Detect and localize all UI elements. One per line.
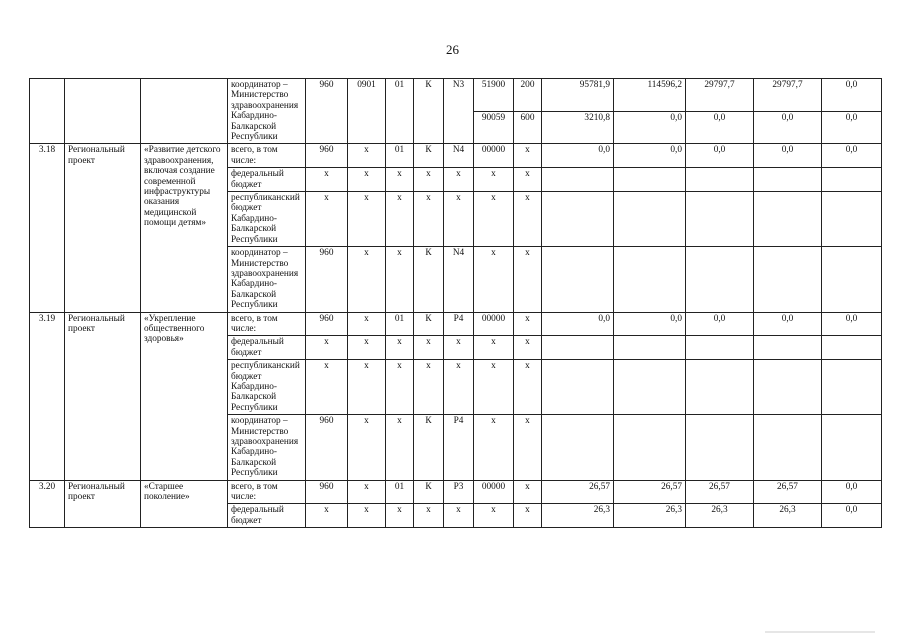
amount-cell: 26,57 [686, 480, 754, 504]
code-cell: 00000 [474, 312, 514, 336]
code-cell: 01 [386, 312, 414, 336]
code-cell: х [514, 360, 542, 415]
amount-cell: 26,3 [542, 504, 614, 528]
code-cell: 01 [386, 480, 414, 504]
amount-cell: 0,0 [686, 144, 754, 168]
amount-cell: 0,0 [754, 111, 822, 144]
code-cell: 90059 [474, 111, 514, 144]
line-label: координатор – Министерство здравоохранения Кабардино-Балкарской Республики [228, 415, 306, 480]
code-cell: х [386, 247, 414, 312]
budget-table [29, 78, 882, 528]
amount-cell [614, 247, 686, 312]
code-cell: х [348, 312, 386, 336]
code-cell: 600 [514, 111, 542, 144]
amount-cell [686, 336, 754, 360]
amount-cell [614, 360, 686, 415]
code-cell: х [474, 168, 514, 192]
code-cell: 960 [306, 312, 348, 336]
code-cell: К [414, 79, 444, 144]
code-cell: К [414, 247, 444, 312]
amount-cell: 0,0 [822, 111, 882, 144]
code-cell: х [444, 504, 474, 528]
amount-cell: 26,3 [754, 504, 822, 528]
amount-cell: 26,3 [614, 504, 686, 528]
code-cell: 960 [306, 79, 348, 144]
footer-mark [765, 631, 875, 633]
code-cell: х [514, 144, 542, 168]
table-row [30, 480, 882, 504]
code-cell: К [414, 312, 444, 336]
amount-cell [542, 192, 614, 247]
table-body [30, 79, 882, 528]
code-cell: N3 [444, 79, 474, 144]
amount-cell [686, 192, 754, 247]
code-cell: х [474, 192, 514, 247]
code-cell: х [514, 336, 542, 360]
code-cell: х [414, 360, 444, 415]
code-cell: х [514, 192, 542, 247]
code-cell: 01 [386, 144, 414, 168]
row-number: 3.18 [30, 144, 65, 312]
code-cell: х [306, 504, 348, 528]
amount-cell: 0,0 [614, 111, 686, 144]
line-label: координатор – Министерство здравоохранения Кабардино-Балкарской Республики [228, 79, 306, 144]
amount-cell: 29797,7 [754, 79, 822, 112]
amount-cell [542, 247, 614, 312]
code-cell: х [386, 336, 414, 360]
amount-cell: 26,57 [542, 480, 614, 504]
amount-cell: 114596,2 [614, 79, 686, 112]
code-cell: 960 [306, 480, 348, 504]
code-cell: х [386, 360, 414, 415]
line-label: всего, в том числе: [228, 312, 306, 336]
amount-cell [754, 336, 822, 360]
code-cell: К [414, 144, 444, 168]
code-cell: х [348, 192, 386, 247]
amount-cell: 29797,7 [686, 79, 754, 112]
amount-cell [686, 247, 754, 312]
amount-cell [822, 336, 882, 360]
page-number: 26 [446, 42, 459, 57]
code-cell: х [474, 247, 514, 312]
amount-cell: 0,0 [542, 312, 614, 336]
code-cell: 200 [514, 79, 542, 112]
amount-cell [614, 336, 686, 360]
code-cell: х [306, 192, 348, 247]
row-name: «Старшее поколение» [141, 480, 228, 528]
amount-cell: 0,0 [686, 111, 754, 144]
amount-cell: 0,0 [614, 312, 686, 336]
code-cell: К [414, 415, 444, 480]
code-cell: х [514, 415, 542, 480]
amount-cell [614, 415, 686, 480]
code-cell: 960 [306, 247, 348, 312]
line-label: республиканский бюджет Кабардино-Балкарской Республики [228, 360, 306, 415]
row-kind: Региональный проект [65, 144, 141, 312]
line-label: федеральный бюджет [228, 168, 306, 192]
code-cell: х [514, 504, 542, 528]
amount-cell: 0,0 [822, 144, 882, 168]
code-cell: 960 [306, 415, 348, 480]
row-number: 3.19 [30, 312, 65, 480]
amount-cell [542, 360, 614, 415]
row-name: «Развитие детского здравоохранения, включая создание современной инфраструктуры оказания медицинской помощи детям» [141, 144, 228, 312]
amount-cell: 0,0 [822, 480, 882, 504]
code-cell: х [386, 415, 414, 480]
code-cell: 960 [306, 144, 348, 168]
amount-cell [822, 360, 882, 415]
code-cell: К [414, 480, 444, 504]
code-cell: х [348, 504, 386, 528]
row-name [141, 79, 228, 144]
code-cell: х [348, 336, 386, 360]
code-cell: 51900 [474, 79, 514, 112]
table-row [30, 312, 882, 336]
row-number [30, 79, 65, 144]
line-label: всего, в том числе: [228, 480, 306, 504]
table-row [30, 144, 882, 168]
code-cell: х [414, 168, 444, 192]
code-cell: х [514, 247, 542, 312]
code-cell: 00000 [474, 144, 514, 168]
amount-cell: 0,0 [822, 79, 882, 112]
code-cell: 0901 [348, 79, 386, 144]
code-cell: N4 [444, 144, 474, 168]
amount-cell [822, 192, 882, 247]
code-cell: P4 [444, 312, 474, 336]
amount-cell [754, 360, 822, 415]
amount-cell [542, 336, 614, 360]
code-cell: х [386, 168, 414, 192]
row-kind: Региональный проект [65, 312, 141, 480]
line-label: координатор – Министерство здравоохранения Кабардино-Балкарской Республики [228, 247, 306, 312]
code-cell: х [444, 336, 474, 360]
code-cell: х [474, 415, 514, 480]
amount-cell: 0,0 [754, 144, 822, 168]
amount-cell [614, 192, 686, 247]
code-cell: х [414, 336, 444, 360]
amount-cell [754, 247, 822, 312]
code-cell: х [474, 336, 514, 360]
code-cell: х [348, 480, 386, 504]
code-cell: х [306, 336, 348, 360]
amount-cell [686, 415, 754, 480]
code-cell: х [348, 144, 386, 168]
code-cell: х [414, 504, 444, 528]
code-cell: х [386, 504, 414, 528]
code-cell: х [474, 360, 514, 415]
line-label: федеральный бюджет [228, 336, 306, 360]
amount-cell [754, 192, 822, 247]
line-label: республиканский бюджет Кабардино-Балкарской Республики [228, 192, 306, 247]
row-number: 3.20 [30, 480, 65, 528]
code-cell: P3 [444, 480, 474, 504]
code-cell: 00000 [474, 480, 514, 504]
code-cell: х [348, 168, 386, 192]
amount-cell: 0,0 [822, 504, 882, 528]
code-cell: х [514, 480, 542, 504]
amount-cell [822, 415, 882, 480]
code-cell: х [514, 168, 542, 192]
amount-cell [754, 168, 822, 192]
amount-cell: 3210,8 [542, 111, 614, 144]
table-row [30, 79, 882, 112]
code-cell: х [444, 192, 474, 247]
line-label: федеральный бюджет [228, 504, 306, 528]
code-cell: х [306, 168, 348, 192]
amount-cell [686, 360, 754, 415]
code-cell: х [514, 312, 542, 336]
amount-cell [686, 168, 754, 192]
code-cell: х [474, 504, 514, 528]
amount-cell [822, 247, 882, 312]
code-cell: х [414, 192, 444, 247]
line-label: всего, в том числе: [228, 144, 306, 168]
row-kind [65, 79, 141, 144]
amount-cell: 26,3 [686, 504, 754, 528]
amount-cell [542, 168, 614, 192]
amount-cell [614, 168, 686, 192]
row-kind: Региональный проект [65, 480, 141, 528]
amount-cell: 0,0 [754, 312, 822, 336]
row-name: «Укрепление общественного здоровья» [141, 312, 228, 480]
amount-cell: 0,0 [686, 312, 754, 336]
amount-cell [754, 415, 822, 480]
amount-cell: 26,57 [754, 480, 822, 504]
code-cell: х [306, 360, 348, 415]
amount-cell: 26,57 [614, 480, 686, 504]
code-cell: х [444, 360, 474, 415]
amount-cell: 0,0 [542, 144, 614, 168]
amount-cell [542, 415, 614, 480]
code-cell: х [348, 247, 386, 312]
code-cell: х [444, 168, 474, 192]
amount-cell: 95781,9 [542, 79, 614, 112]
code-cell: 01 [386, 79, 414, 144]
amount-cell: 0,0 [614, 144, 686, 168]
code-cell: P4 [444, 415, 474, 480]
code-cell: х [348, 360, 386, 415]
code-cell: х [386, 192, 414, 247]
amount-cell: 0,0 [822, 312, 882, 336]
code-cell: х [348, 415, 386, 480]
code-cell: N4 [444, 247, 474, 312]
amount-cell [822, 168, 882, 192]
